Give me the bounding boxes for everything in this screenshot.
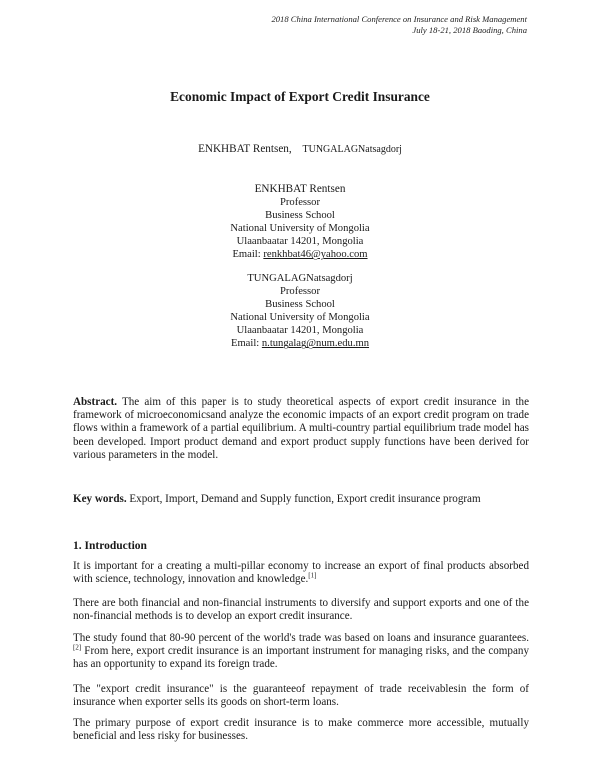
paragraph-text: The study found that 80-90 percent of the world's trade was based on loans and insurance guarantees. [73, 632, 529, 644]
citation-ref: [2] [73, 643, 82, 652]
keywords-text: Export, Import, Demand and Supply function, Export credit insurance program [126, 493, 481, 505]
affiliation-name: ENKHBAT Rentsen [254, 183, 346, 195]
author-1: ENKHBAT Rentsen, [198, 143, 292, 155]
affiliation-university: National University of Mongolia [230, 312, 370, 324]
affiliation-position: Professor [279, 197, 321, 209]
intro-paragraph-2: There are both financial and non-financial instruments to diversify and support exports and one of the non-financial methods is to develop an export credit insurance. [73, 597, 529, 623]
affiliation-school: Business School [265, 299, 335, 311]
intro-paragraph-4: The "export credit insurance" is the guaranteeof repayment of trade receivablesin the form of insurance when exporter sells its goods on short-term loans. [73, 683, 529, 709]
intro-paragraph-1 [73, 560, 529, 586]
intro-paragraph-5: The primary purpose of export credit insurance is to make commerce more accessible, mutually beneficial and less risky for businesses. [73, 717, 529, 743]
affiliation-city: Ulaanbaatar 14201, Mongolia [236, 325, 364, 337]
section-heading-introduction: 1. Introduction [73, 540, 147, 552]
affiliation-position: Professor [279, 286, 321, 298]
author-2: TUNGALAGNatsagdorj [302, 144, 402, 155]
keywords-label: Key words. [73, 493, 127, 505]
email-label: Email: [232, 249, 261, 261]
affiliation-university: National University of Mongolia [230, 223, 370, 235]
email-label: Email: [230, 338, 260, 350]
paper-title: Economic Impact of Export Credit Insurance [170, 89, 430, 104]
header-conference: 2018 China International Conference on Insurance and Risk Management [271, 14, 527, 24]
affiliation-city: Ulaanbaatar 14201, Mongolia [236, 236, 364, 248]
abstract [73, 396, 529, 462]
intro-paragraph-3 [73, 632, 529, 672]
email-link[interactable]: n.tungalag@num.edu.mn [261, 338, 370, 350]
paragraph-text: It is important for a creating a multi-pillar economy to increase an export of final products absorbed with science, technology, innovation and knowledge. [73, 560, 529, 586]
affiliation-school: Business School [265, 210, 335, 222]
abstract-text: The aim of this paper is to study theoretical aspects of export credit insurance in the framework of microeconomicsand analyze the economic impacts of an export credit program on trade flows within a framework of a partial equilibrium. A multi-country partial equilibrium trade model has been developed. Import product demand and export product supply functions have been derived for various parameters in the model. [73, 396, 529, 461]
affiliation-block-2 [0, 272, 600, 351]
email-link[interactable]: renkhbat46@yahoo.com [263, 249, 368, 261]
author-line [0, 143, 600, 155]
affiliation-email-line [0, 337, 600, 350]
header-date-location: July 18-21, 2018 Baoding, China [412, 25, 527, 35]
affiliation-name: TUNGALAGNatsagdorj [247, 273, 353, 284]
affiliation-block-1 [0, 183, 600, 262]
keywords [73, 493, 529, 506]
paragraph-text: From here, export credit insurance is an important instrument for managing risks, and the company has an opportunity to expand its foreign trade. [73, 645, 529, 671]
citation-ref: [1] [308, 571, 317, 580]
abstract-label: Abstract. [73, 396, 118, 408]
affiliation-email-line [0, 248, 600, 261]
running-header [271, 14, 527, 36]
